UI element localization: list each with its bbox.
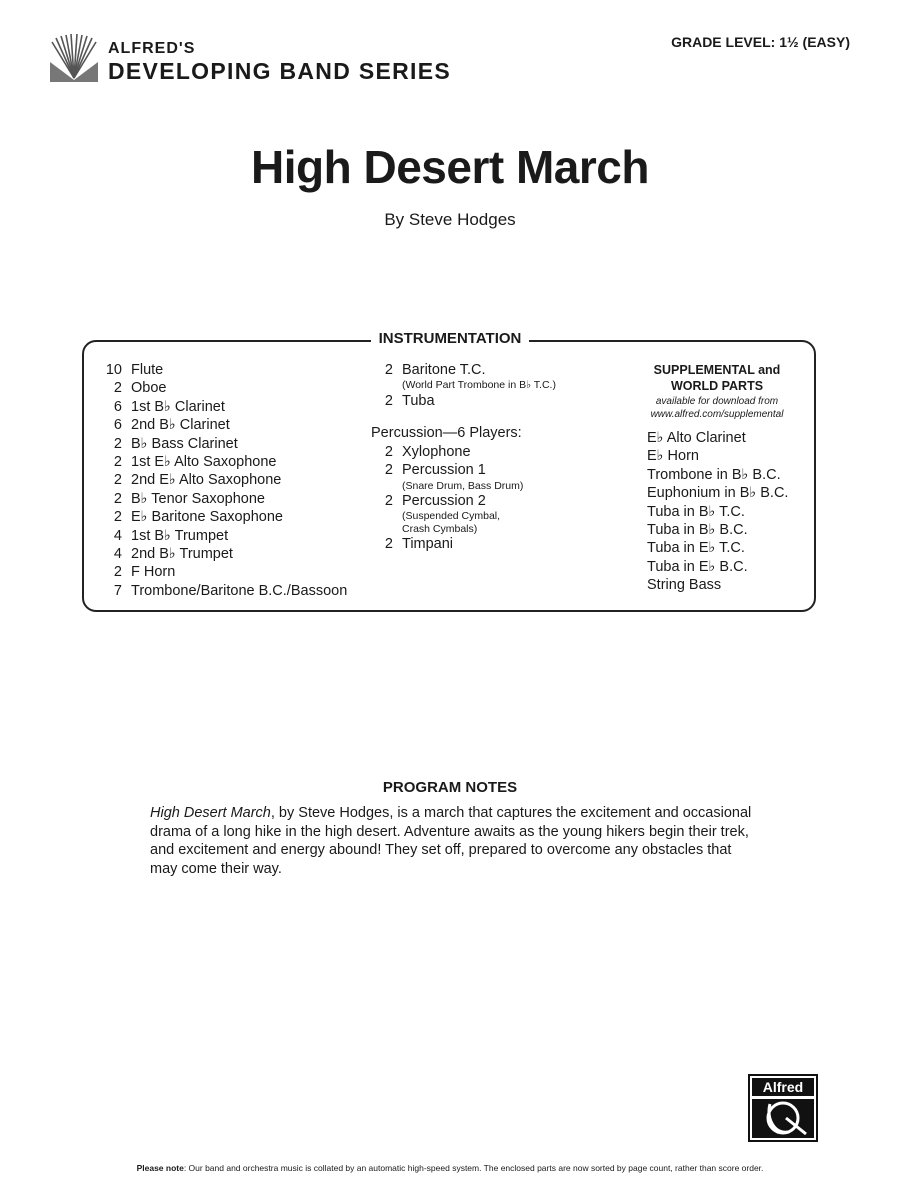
instrument-name: 1st B♭ Clarinet xyxy=(131,398,225,415)
instrument-name: Tuba xyxy=(402,392,435,409)
program-notes-heading: PROGRAM NOTES xyxy=(382,779,518,796)
instrument-name: 1st B♭ Trumpet xyxy=(131,527,229,544)
instrument-row xyxy=(100,361,347,379)
instrument-qty: 4 xyxy=(113,546,122,563)
instrument-list-left xyxy=(100,361,347,600)
instrument-note: (Snare Drum, Bass Drum) xyxy=(402,479,524,492)
instrument-qty: 6 xyxy=(113,417,122,434)
supplemental-item: Tuba in B♭ B.C. xyxy=(647,522,748,539)
instrumentation-heading-text: INSTRUMENTATION xyxy=(371,330,530,347)
instrument-qty: 2 xyxy=(384,493,393,510)
supplemental-item: Trombone in B♭ B.C. xyxy=(647,466,781,483)
instrument-name: 2nd B♭ Trumpet xyxy=(131,546,233,563)
instrument-qty: 2 xyxy=(384,462,393,479)
instrument-row xyxy=(371,361,556,379)
grade-level: GRADE LEVEL: 1½ (EASY) xyxy=(671,34,850,50)
program-notes-text xyxy=(150,804,760,878)
instrumentation-heading xyxy=(0,330,900,348)
instrument-row xyxy=(371,492,556,510)
sunburst-logo-icon xyxy=(50,34,98,82)
instrument-qty: 2 xyxy=(113,490,122,507)
supplemental-heading-line1: SUPPLEMENTAL and xyxy=(653,363,781,377)
instrument-qty: 2 xyxy=(113,380,122,397)
instrument-name: E♭ Baritone Saxophone xyxy=(131,509,283,526)
instrument-name: Timpani xyxy=(402,536,454,553)
supplemental-item: E♭ Horn xyxy=(647,448,699,465)
instrument-name: Xylophone xyxy=(402,443,471,460)
instrument-row xyxy=(100,582,347,600)
supplemental-parts xyxy=(632,362,802,595)
instrument-name: 2nd B♭ Clarinet xyxy=(131,417,230,434)
instrument-row xyxy=(100,435,347,453)
instrument-row xyxy=(100,471,347,489)
supplemental-item: E♭ Alto Clarinet xyxy=(647,430,746,446)
instrument-row xyxy=(100,416,347,434)
supplemental-url: www.alfred.com/supplemental xyxy=(650,408,784,420)
series-logo xyxy=(50,34,530,88)
instrument-row xyxy=(100,379,347,397)
instrument-qty: 2 xyxy=(113,509,122,526)
publisher-logo-text: Alfred xyxy=(762,1079,804,1095)
supplemental-note xyxy=(632,396,802,421)
instrument-row xyxy=(100,563,347,581)
instrument-qty: 7 xyxy=(113,582,122,599)
supplemental-heading-line2: WORLD PARTS xyxy=(670,379,764,393)
footer-note-label: Please note xyxy=(136,1163,184,1173)
supplemental-heading xyxy=(632,362,802,394)
instrument-row xyxy=(100,490,347,508)
series-name-line1: ALFRED'S xyxy=(108,40,196,57)
instrument-note: (Suspended Cymbal, xyxy=(402,510,501,523)
instrument-qty: 2 xyxy=(384,362,393,378)
instrument-qty: 4 xyxy=(113,527,122,544)
instrument-row xyxy=(100,527,347,545)
alfred-publisher-logo xyxy=(748,1074,818,1142)
instrument-note: (World Part Trombone in B♭ T.C.) xyxy=(402,379,556,392)
instrument-name: Oboe xyxy=(131,380,167,397)
instrument-name: Flute xyxy=(131,362,164,378)
instrument-row xyxy=(371,392,556,410)
instrument-name: Percussion 1 xyxy=(402,462,486,479)
instrument-row xyxy=(100,545,347,563)
footer-note-text: : Our band and orchestra music is collated by an automatic high-speed system. The enclosed parts are now sorted by page count, rather than score order. xyxy=(183,1163,764,1173)
program-notes-body: , by Steve Hodges, is a march that captures the excitement and occasional drama of a long hike in the high desert. Adventure awaits as the young hikers begin their trek, and excitement and energy abound! They set off, prepared to overcome any obstacles that may come their way. xyxy=(150,805,752,877)
instrument-name: Baritone T.C. xyxy=(402,362,486,378)
instrument-qty: 2 xyxy=(113,472,122,489)
supplemental-item: Tuba in B♭ T.C. xyxy=(647,503,745,520)
instrument-name: B♭ Tenor Saxophone xyxy=(131,490,265,507)
percussion-heading: Percussion—6 Players: xyxy=(371,425,522,442)
instrument-name: F Horn xyxy=(131,564,176,581)
supplemental-item: String Bass xyxy=(647,577,722,594)
instrument-qty: 2 xyxy=(384,443,393,460)
instrument-row xyxy=(371,461,556,479)
instrument-qty: 2 xyxy=(384,536,393,553)
instrument-qty: 6 xyxy=(113,398,122,415)
instrument-name: B♭ Bass Clarinet xyxy=(131,435,238,452)
series-name-line2: DEVELOPING BAND SERIES xyxy=(108,58,451,84)
instrument-qty: 2 xyxy=(113,435,122,452)
supplemental-list xyxy=(632,429,802,595)
supplemental-item: Tuba in E♭ B.C. xyxy=(647,558,748,575)
instrument-qty: 2 xyxy=(384,392,393,409)
instrument-name: 1st E♭ Alto Saxophone xyxy=(131,454,277,471)
instrument-list-middle xyxy=(371,361,556,554)
instrument-qty: 2 xyxy=(113,454,122,471)
instrument-row xyxy=(100,508,347,526)
instrument-note: Crash Cymbals) xyxy=(402,522,478,535)
instrument-qty: 2 xyxy=(113,564,122,581)
supplemental-item: Euphonium in B♭ B.C. xyxy=(647,485,789,502)
program-notes-title: High Desert March xyxy=(150,805,271,821)
instrument-row xyxy=(100,453,347,471)
instrument-name: Percussion 2 xyxy=(402,493,486,510)
supplemental-note-line1: available for download from xyxy=(655,396,779,407)
instrument-row xyxy=(100,398,347,416)
composer: By Steve Hodges xyxy=(384,210,516,229)
supplemental-item: Tuba in E♭ T.C. xyxy=(647,540,745,557)
instrument-row xyxy=(371,535,556,553)
instrument-qty: 10 xyxy=(105,362,122,378)
instrument-name: 2nd E♭ Alto Saxophone xyxy=(131,472,282,489)
footer-note xyxy=(0,1163,900,1173)
page-title: High Desert March xyxy=(251,141,649,193)
instrument-name: Trombone/Baritone B.C./Bassoon xyxy=(131,582,348,599)
instrument-row xyxy=(371,443,556,461)
